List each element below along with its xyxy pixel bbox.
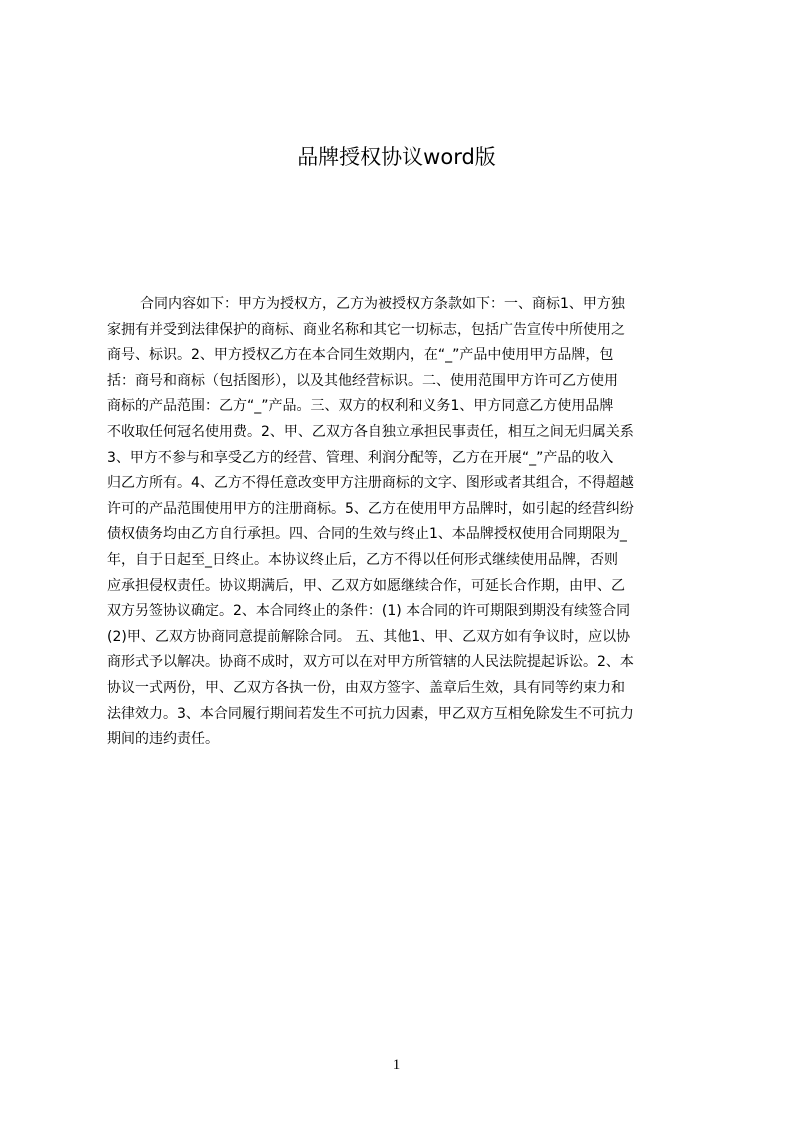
body-line: 不收取任何冠名使用费。2、甲、乙双方各自独立承担民事责任，相互之间无归属关系	[107, 423, 634, 440]
body-line: 许可的产品范围使用甲方的注册商标。5、乙方在使用甲方品牌时，如引起的经营纠纷	[107, 500, 634, 517]
body-line: 商形式予以解决。协商不成时，双方可以在对甲方所管辖的人民法院提起诉讼。2、本	[107, 654, 634, 671]
body-line: 年，自于日起至_日终止。本协议终止后，乙方不得以任何形式继续使用品牌，否则	[107, 551, 618, 568]
contract-body	[107, 292, 697, 753]
body-line: (2)甲、乙双方协商同意提前解除合同。 五、其他1、甲、乙双方如有争议时，应以协	[107, 628, 631, 645]
body-line: 3、甲方不参与和享受乙方的经营、管理、利润分配等，乙方在开展“_”产品的收入	[107, 449, 614, 466]
body-line: 双方另签协议确定。2、本合同终止的条件：(1) 本合同的许可期限到期没有续签合同	[107, 603, 631, 620]
body-line: 合同内容如下：甲方为授权方，乙方为被授权方条款如下：一、商标1、甲方独	[140, 296, 625, 312]
body-line: 法律效力。3、本合同履行期间若发生不可抗力因素，甲乙双方互相免除发生不可抗力	[107, 705, 634, 722]
document-title: 品牌授权协议word版	[297, 145, 496, 169]
body-line: 商标的产品范围：乙方“_”产品。三、双方的权利和义务1、甲方同意乙方使用品牌	[107, 398, 614, 415]
body-line: 债权债务均由乙方自行承担。四、合同的生效与终止1、本品牌授权使用合同期限为_	[107, 526, 627, 543]
body-line: 商号、标识。2、甲方授权乙方在本合同生效期内，在“_”产品中使用甲方品牌，包	[107, 347, 614, 364]
body-line: 协议一式两份，甲、乙双方各执一份，由双方签字、盖章后生效，具有同等约束力和	[107, 679, 625, 696]
body-line: 应承担侵权责任。协议期满后，甲、乙双方如愿继续合作，可延长合作期，由甲、乙	[107, 577, 625, 594]
page-number: 1	[392, 1057, 401, 1073]
body-line: 括：商号和商标（包括图形），以及其他经营标识。二、使用范围甲方许可乙方使用	[107, 372, 618, 389]
body-line: 归乙方所有。4、乙方不得任意改变甲方注册商标的文字、图形或者其组合，不得超越	[107, 475, 634, 492]
body-line: 期间的违约责任。	[107, 731, 219, 748]
body-line: 家拥有并受到法律保护的商标、商业名称和其它一切标志，包括广告宣传中所使用之	[107, 321, 625, 338]
